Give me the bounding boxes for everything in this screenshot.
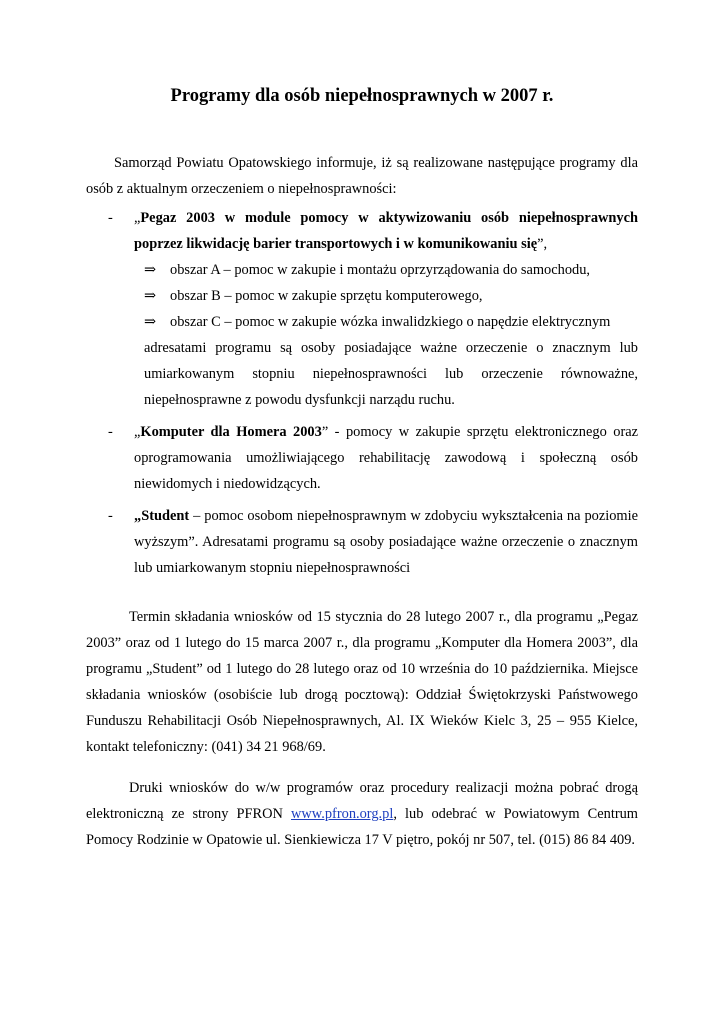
sub-item-a: [134, 257, 638, 283]
item-tail: ”,: [537, 236, 548, 252]
open-quote: „: [134, 424, 141, 440]
item-tail: ” - pomocy w zakupie sprzętu elektronicznego oraz oprogramowania umożliwiającego rehabilitację zawodową i społeczną osób niewidomych i niedowidzących.: [134, 424, 639, 492]
program-name-student: „Student: [134, 508, 190, 524]
forms-text-after: , lub odebrać w Powiatowym Centrum Pomocy Rodzinie w Opatowie ul. Sienkiewicza 17 V piętro, pokój nr 507, tel. (015) 86 84 409.: [86, 806, 638, 848]
sub-item-text: obszar B – pomoc w zakupie sprzętu komputerowego,: [170, 288, 483, 304]
intro-paragraph: Samorząd Powiatu Opatowskiego informuje, iż są realizowane następujące programy dla osób z aktualnym orzeczeniem o niepełnosprawności:: [86, 155, 638, 197]
program-list: [86, 205, 638, 581]
program-name-pegaz: Pegaz 2003 w module pomocy w aktywizowaniu osób niepełnosprawnych poprzez likwidację barier transportowych i w komunikowaniu się: [134, 210, 638, 252]
page-title: Programy dla osób niepełnosprawnych w 2007 r.: [170, 86, 554, 106]
sub-item-c: [134, 309, 638, 335]
sub-item-text: obszar C – pomoc w zakupie wózka inwalidzkiego o napędzie elektrycznym: [170, 314, 611, 330]
forms-paragraph: [86, 775, 638, 853]
deadline-paragraph: Termin składania wniosków od 15 stycznia do 28 lutego 2007 r., dla programu „Pegaz 2003” oraz od 1 lutego do 15 marca 2007 r., dla programu „Komputer dla Homera 2003”, dla programu „Student” od 1 lutego do 28 lutego oraz od 10 września do 10 października. Miejsce składania wniosków (osobiście lub drogą pocztową): Oddział Świętokrzyski Państwowego Funduszu Rehabilitacji Osób Niepełnosprawnych, Al. IX Wieków Kielc 3, 25 – 955 Kielce, kontakt telefoniczny: (041) 34 21 968/69.: [86, 609, 638, 755]
list-item-student: [86, 503, 638, 581]
dash-bullet: -: [108, 210, 113, 226]
program-name-komputer: Komputer dla Homera 2003: [140, 424, 322, 440]
dash-bullet: -: [108, 424, 113, 440]
item-tail: – pomoc osobom niepełnosprawnym w zdobyciu wykształcenia na poziomie wyższym”. Adresatami programu są osoby posiadające ważne orzeczenie o znacznym lub umiarkowanym stopniu niepełnosprawności: [134, 508, 638, 576]
pegaz-note: adresatami programu są osoby posiadające ważne orzeczenie o znacznym lub umiarkowanym stopniu niepełnosprawności lub orzeczenie równoważne, niepełnosprawne z powodu dysfunkcji narządu ruchu.: [144, 340, 638, 408]
sub-item-text: obszar A – pomoc w zakupie i montażu oprzyrządowania do samochodu,: [170, 262, 591, 278]
list-item-pegaz: [86, 205, 638, 413]
arrow-icon: ⇒: [144, 288, 157, 304]
list-item-komputer: [86, 419, 638, 497]
pfron-link[interactable]: www.pfron.org.pl: [291, 806, 394, 822]
forms-text-before: Druki wniosków do w/w programów oraz procedury realizacji można pobrać drogą elektroniczną ze strony PFRON: [86, 780, 638, 822]
arrow-icon: ⇒: [144, 314, 157, 330]
sub-item-b: [134, 283, 638, 309]
arrow-icon: ⇒: [144, 262, 157, 278]
open-quote: „: [134, 210, 141, 226]
dash-bullet: -: [108, 508, 113, 524]
